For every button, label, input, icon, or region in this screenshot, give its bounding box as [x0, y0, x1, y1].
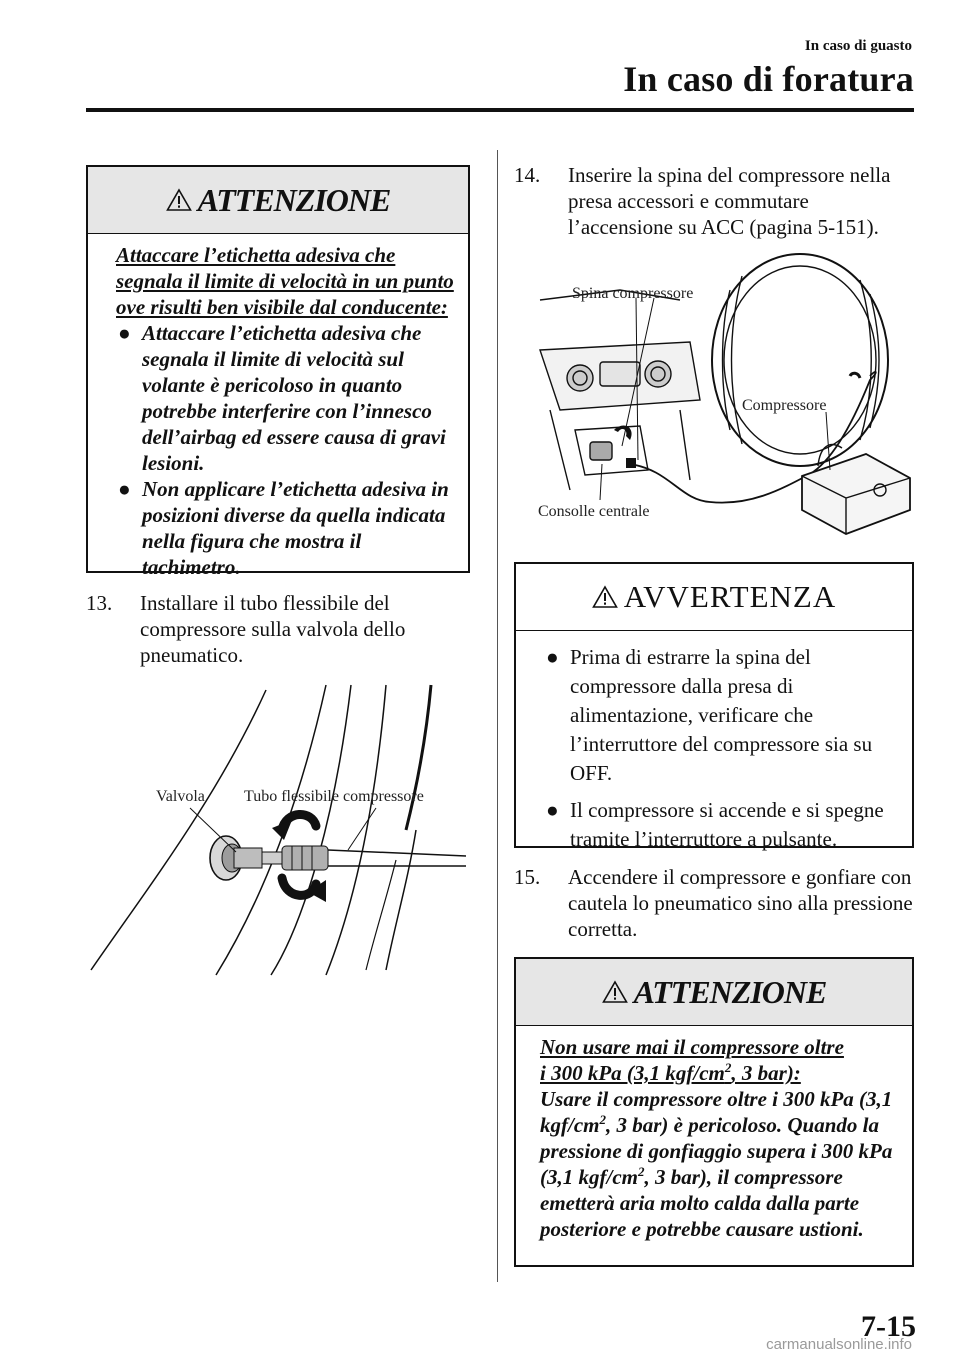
- caution-title: AVVERTENZA: [623, 579, 837, 614]
- attention-box-pressure: [514, 957, 914, 1267]
- step-15: [514, 864, 914, 942]
- caution-bullet: ● Prima di estrarre la spina del compressore dalla presa di alimentazione, verificare che l’interruttore del compressore sia su OFF.: [546, 645, 873, 785]
- attention-intro-line: segnala il limite di velocità in un punto: [116, 269, 454, 293]
- valve-hose-illustration: [86, 680, 476, 980]
- attention-title: ATTENZIONE: [197, 181, 391, 218]
- attention-intro-line: Attaccare l’etichetta adesiva che: [116, 243, 396, 267]
- attention-title: ATTENZIONE: [633, 973, 827, 1010]
- compressor-plug-illustration: [530, 250, 914, 550]
- page-title: In caso di foratura: [623, 59, 914, 99]
- step-13: [86, 590, 470, 668]
- warning-triangle-icon: [166, 188, 192, 212]
- header-divider: [86, 108, 914, 112]
- valve-icon: [210, 836, 262, 880]
- figure-label-plug: Spina compressore: [572, 285, 694, 302]
- step-text: Accendere il compressore e gonfiare con cautela lo pneumatico sino alla pressione corretta.: [568, 865, 913, 941]
- caution-bullet: ● Il compressore si accende e si spegne tramite l’interruttore a pulsante.: [546, 798, 884, 851]
- figure-label-console: Consolle centrale: [538, 503, 650, 520]
- attention-intro-line: ove risulti ben visibile dal conducente:: [116, 295, 448, 319]
- figure-label-valve: Valvola: [156, 788, 205, 805]
- caution-box-compressor: [514, 562, 914, 851]
- attention-header: [88, 167, 468, 234]
- hose-icon: [262, 846, 466, 870]
- attention-body: [516, 1026, 912, 1252]
- attention-bullet: ● Attaccare l’etichetta adesiva che segnala il limite di velocità sul volante è pericoloso in quanto potrebbe interferire con l’innesco dell’airbag ed essere causa di gravi lesioni.: [118, 321, 446, 475]
- attention-text: Usare il compressore oltre i 300 kPa (3,1 kgf/$cm^2$, 3 bar) è pericoloso. Quando la pressione di gonfiaggio supera i 300 kPa (3,1 kgf/$cm^2$, 3 bar), il compressore emetterà aria molto calda dalla parte posteriore e potrebbe causare ustioni.: [540, 1087, 893, 1241]
- page-number: 7-15: [861, 1310, 916, 1343]
- warning-triangle-icon: [602, 980, 628, 1004]
- step-number: 15.: [514, 865, 541, 889]
- warning-triangle-icon: [592, 585, 618, 609]
- caution-header: [516, 564, 912, 631]
- step-number: 14.: [514, 163, 541, 187]
- step-text: Inserire la spina del compressore nella presa accessori e commutare l’accensione su ACC (pagina 5-151).: [568, 163, 891, 239]
- column-divider: [497, 150, 498, 1282]
- watermark: carmanualsonline.info: [766, 1336, 912, 1353]
- attention-header: [516, 959, 912, 1026]
- attention-body: [88, 234, 468, 590]
- section-title: In caso di guasto: [804, 38, 912, 54]
- step-text: Installare il tubo flessibile del compressore sulla valvola dello pneumatico.: [140, 591, 406, 667]
- step-14: [514, 162, 914, 240]
- caution-bullet-list: [516, 631, 912, 872]
- attention-intro-line: Non usare mai il compressore oltre: [540, 1035, 844, 1059]
- attention-bullet: ● Non applicare l’etichetta adesiva in posizioni diverse da quella indicata nella figura che mostra il tachimetro.: [118, 477, 449, 579]
- attention-intro-line: i 300 kPa (3,1 kgf/$cm^2$, 3 bar):: [540, 1060, 801, 1085]
- attention-bullet-list: [116, 320, 454, 580]
- step-number: 13.: [86, 591, 113, 615]
- attention-box-speed-label: [86, 165, 470, 579]
- figure-label-hose: Tubo flessibile compressore: [244, 788, 424, 805]
- figure-label-compressor: Compressore: [742, 397, 827, 414]
